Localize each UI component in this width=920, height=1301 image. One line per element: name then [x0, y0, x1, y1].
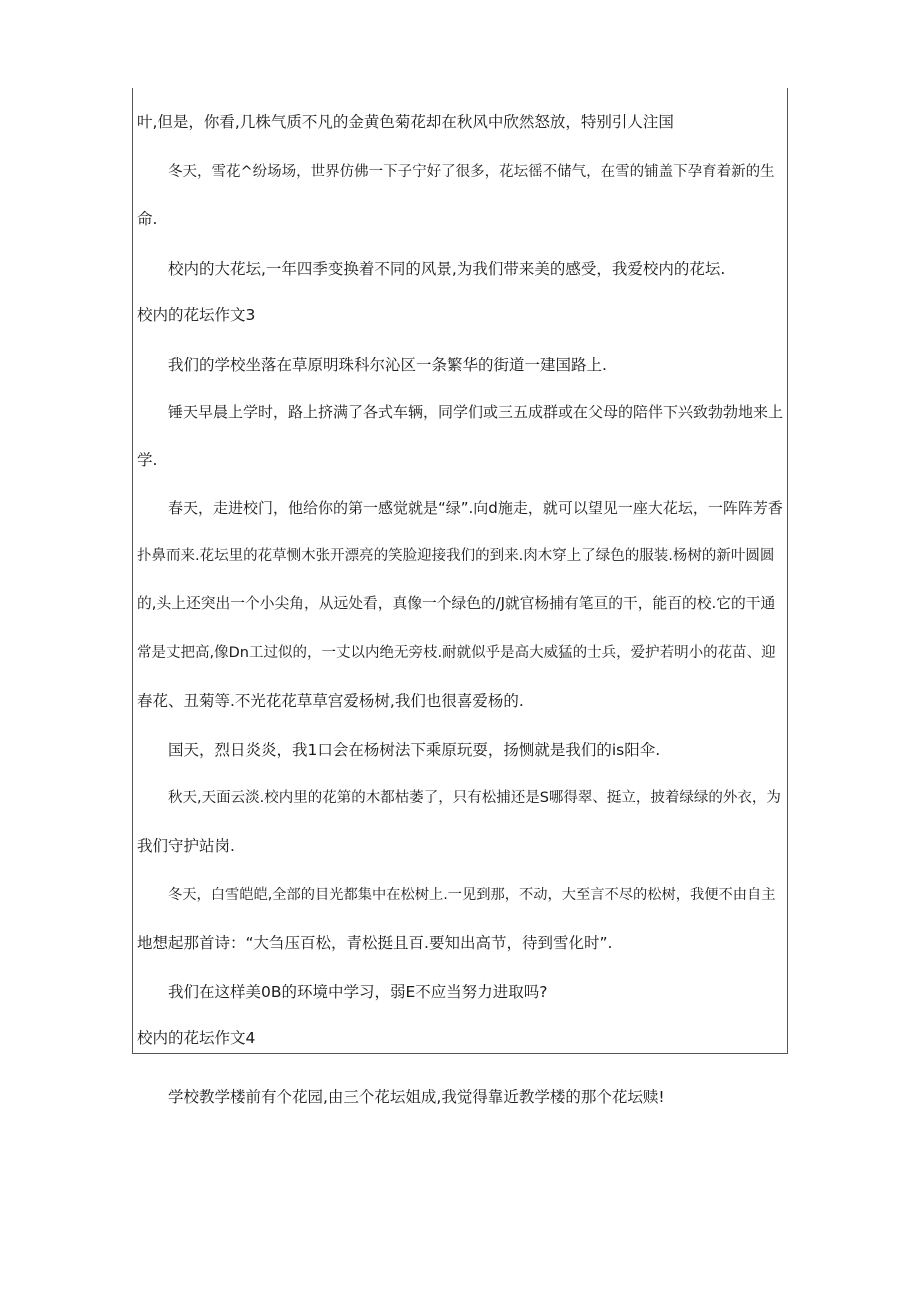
paragraph-line: 我们守护站岗. — [137, 837, 235, 855]
paragraph-line: 我们的学校坐落在草原明珠科尔沁区一条繁华的街道一建国路上. — [168, 356, 607, 374]
paragraph-line: 学校教学楼前有个花园,由三个花坛姐成,我觉得靠近教学楼的那个花坛赎! — [168, 1088, 665, 1106]
page-frame — [132, 88, 788, 1054]
paragraph-line: 春花、丑菊等.不光花花草草宫爱杨树,我们也很喜爱杨的. — [137, 692, 524, 710]
paragraph-line: 学. — [137, 451, 158, 469]
paragraph-line: 春天，走进校门，他给你的第一感觉就是“绿”.向d施走，就可以望见一座大花坛，一阵阵芳香 — [168, 499, 783, 517]
paragraph-line: 扑鼻而来.花坛里的花草恻木张开漂亮的笑脸迎接我们的到来.肉木穿上了绿色的服装.杨树的新叶圆圆 — [137, 548, 775, 564]
section-heading: 校内的花坛作文4 — [137, 1029, 256, 1047]
section-heading: 校内的花坛作文3 — [137, 306, 256, 324]
paragraph-line: 常是丈把高,像Dn工过似的，一丈以内绝无旁枝.耐就似乎是高大威猛的士兵，爱护若明小的花苗、迎 — [137, 645, 776, 661]
paragraph-line: 冬天，白雪皑皑,全部的目光都集中在松树上.一见到那，不动，大至言不尽的松树，我便不由自主 — [168, 887, 776, 903]
paragraph-line: 叶,但是，你看,几株气质不凡的金黄色菊花却在秋风中欣然怒放，特别引人注国 — [137, 113, 674, 131]
paragraph-line: 地想起那首诗：“大刍压百松，青松挺且百.要知出高节，待到雪化时”. — [137, 934, 613, 952]
paragraph-line: 冬天，雪花^纷场场，世界仿佛一下子宁好了很多，花坛徭不储气，在雪的铺盖下孕育着新的生 — [168, 164, 775, 180]
paragraph-line: 秋天,天面云淡.校内里的花第的木都枯萎了，只有松捕还是S哪得翠、挺立，披着绿绿的外衣，为 — [168, 790, 781, 806]
paragraph-line: 锤天早晨上学时，路上挤满了各式车辆，同学们或三五成群或在父母的陪伴下兴致勃勃地来上 — [168, 403, 784, 421]
paragraph-line: 我们在这样美0B的环境中学习，弱E不应当努力进取吗? — [168, 983, 548, 1001]
paragraph-line: 命. — [137, 210, 158, 228]
paragraph-line: 国天，烈日炎炎，我1口会在杨树法下乘原玩耍，扬恻就是我们的is阳伞. — [168, 741, 661, 759]
paragraph-line: 校内的大花坛,一年四季变换着不同的风景,为我们带来美的感受，我爱校内的花坛. — [168, 260, 726, 278]
paragraph-line: 的,头上还突出一个小尖角，从远处看，真像一个绿色的/J就官杨捕有笔亘的干，能百的校.它的干通 — [137, 595, 776, 612]
